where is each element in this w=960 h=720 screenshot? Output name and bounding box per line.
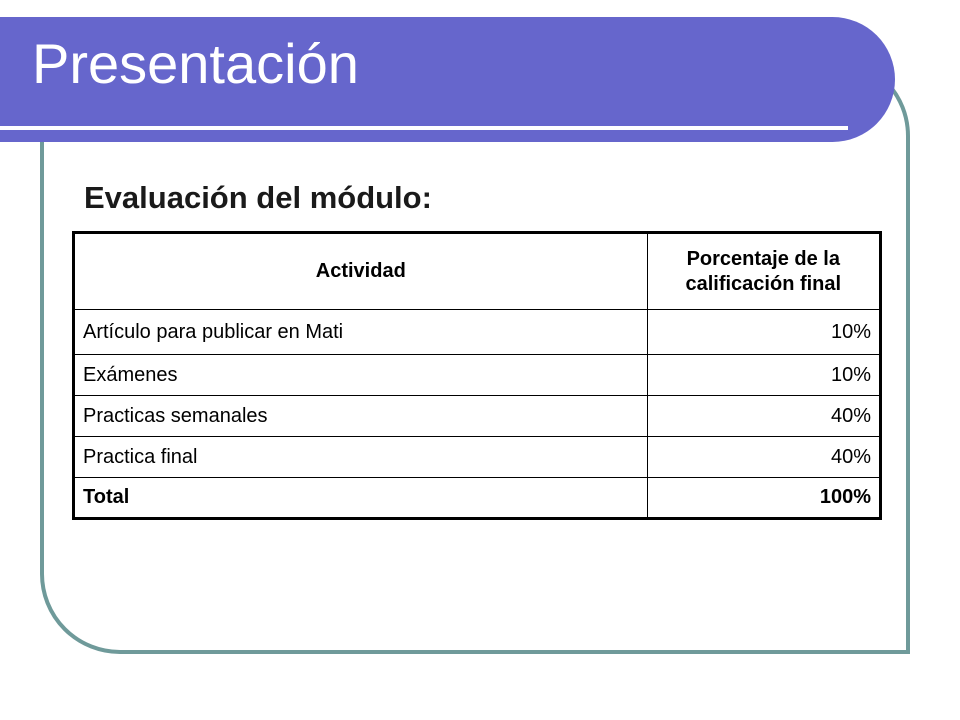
table-row — [74, 437, 881, 478]
table-header-row — [74, 233, 881, 310]
activity-cell: Practica final — [74, 437, 648, 478]
page-title: Presentación — [32, 32, 359, 95]
activity-cell: Practicas semanales — [74, 396, 648, 437]
table-row — [74, 396, 881, 437]
header-percentage: Porcentaje de la calificación final — [647, 233, 880, 310]
table-row — [74, 310, 881, 355]
table-row — [74, 355, 881, 396]
table-total-row — [74, 478, 881, 519]
total-percentage: 100% — [647, 478, 880, 519]
section-heading: Evaluación del módulo: — [84, 180, 432, 215]
header-activity: Actividad — [74, 233, 648, 310]
title-underline — [0, 126, 848, 130]
percentage-cell: 40% — [647, 437, 880, 478]
percentage-cell: 10% — [647, 310, 880, 355]
grades-table — [72, 231, 882, 520]
activity-cell: Exámenes — [74, 355, 648, 396]
percentage-cell: 40% — [647, 396, 880, 437]
activity-cell: Artículo para publicar en Mati — [74, 310, 648, 355]
total-label: Total — [74, 478, 648, 519]
percentage-cell: 10% — [647, 355, 880, 396]
